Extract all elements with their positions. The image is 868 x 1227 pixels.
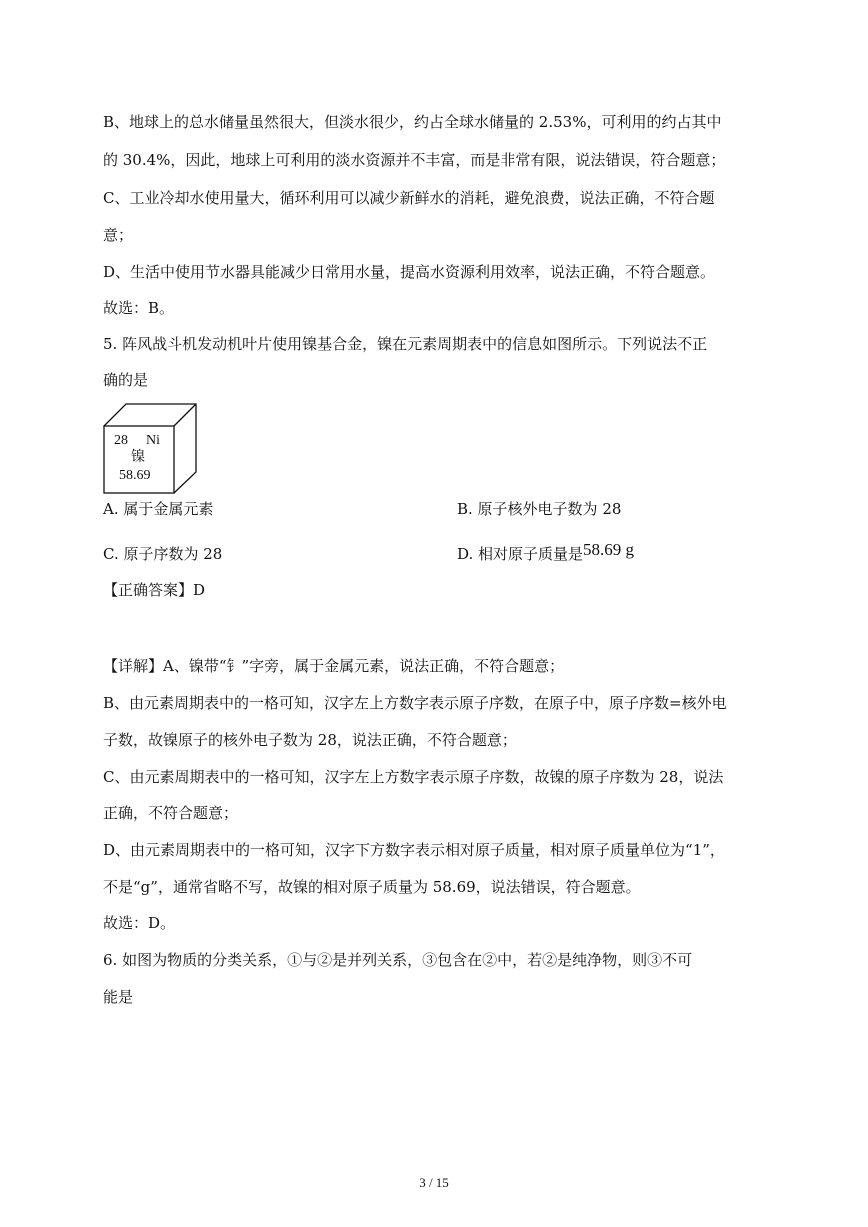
analysis-line: C、由元素周期表中的一格可知，汉字左上方数字表示原子序数，故镍的原子序数为 28，说法 (103, 768, 724, 786)
element-symbol: Ni (146, 433, 160, 448)
text-line: 意； (103, 226, 134, 244)
option-d (457, 540, 635, 564)
atomic-mass: 58.69 (119, 468, 151, 483)
text-line: B、地球上的总水储量虽然很大，但淡水很少，约占全球水储量的 2.53%，可利用的约占其中 (103, 113, 722, 131)
question-5-stem: 5. 阵风战斗机发动机叶片使用镍基合金，镍在元素周期表中的信息如图所示。下列说法不正 (103, 335, 708, 353)
text-line: 故选：B。 (103, 299, 175, 317)
option-d-value: 58.69 g (583, 540, 635, 559)
text-line: D、生活中使用节水器具能减少日常用水量，提高水资源利用效率，说法正确，不符合题意。 (103, 263, 716, 281)
analysis-line: D、由元素周期表中的一格可知，汉字下方数字表示相对原子质量，相对原子质量单位为“1”， (103, 841, 725, 859)
option-a: A. 属于金属元素 (103, 500, 214, 518)
analysis-line: 【详解】A、镍带“钅”字旁，属于金属元素，说法正确，不符合题意； (103, 657, 565, 675)
correct-answer: 【正确答案】D (103, 581, 206, 599)
analysis-line: 子数，故镍原子的核外电子数为 28，说法正确，不符合题意； (103, 731, 517, 749)
analysis-line: 不是“g”，通常省略不写，故镍的相对原子质量为 58.69，说法错误，符合题意。 (103, 878, 641, 896)
analysis-line: 正确，不符合题意； (103, 804, 239, 822)
option-c: C. 原子序数为 28 (103, 545, 223, 563)
question-5-stem-cont: 确的是 (103, 371, 149, 389)
question-6-stem-cont: 能是 (103, 988, 134, 1006)
analysis-line: B、由元素周期表中的一格可知，汉字左上方数字表示原子序数，在原子中，原子序数=核外电 (103, 694, 727, 712)
element-name: 镍 (131, 449, 145, 465)
analysis-line: 故选：D。 (103, 914, 176, 932)
atomic-number: 28 (114, 433, 128, 448)
question-6-stem: 6. 如图为物质的分类关系，①与②是并列关系，③包含在②中，若②是纯净物，则③不可 (103, 951, 693, 969)
text-line: 的 30.4%，因此，地球上可利用的淡水资源并不丰富，而是非常有限，说法错误，符合题意； (103, 151, 726, 169)
page-number: 3 / 15 (419, 1175, 449, 1190)
option-b: B. 原子核外电子数为 28 (457, 500, 622, 518)
option-d-label: D. 相对原子质量是 (457, 545, 584, 563)
periodic-table-cell (103, 403, 198, 494)
text-line: C、工业冷却水使用量大，循环利用可以减少新鲜水的消耗，避免浪费，说法正确，不符合题 (103, 189, 715, 207)
